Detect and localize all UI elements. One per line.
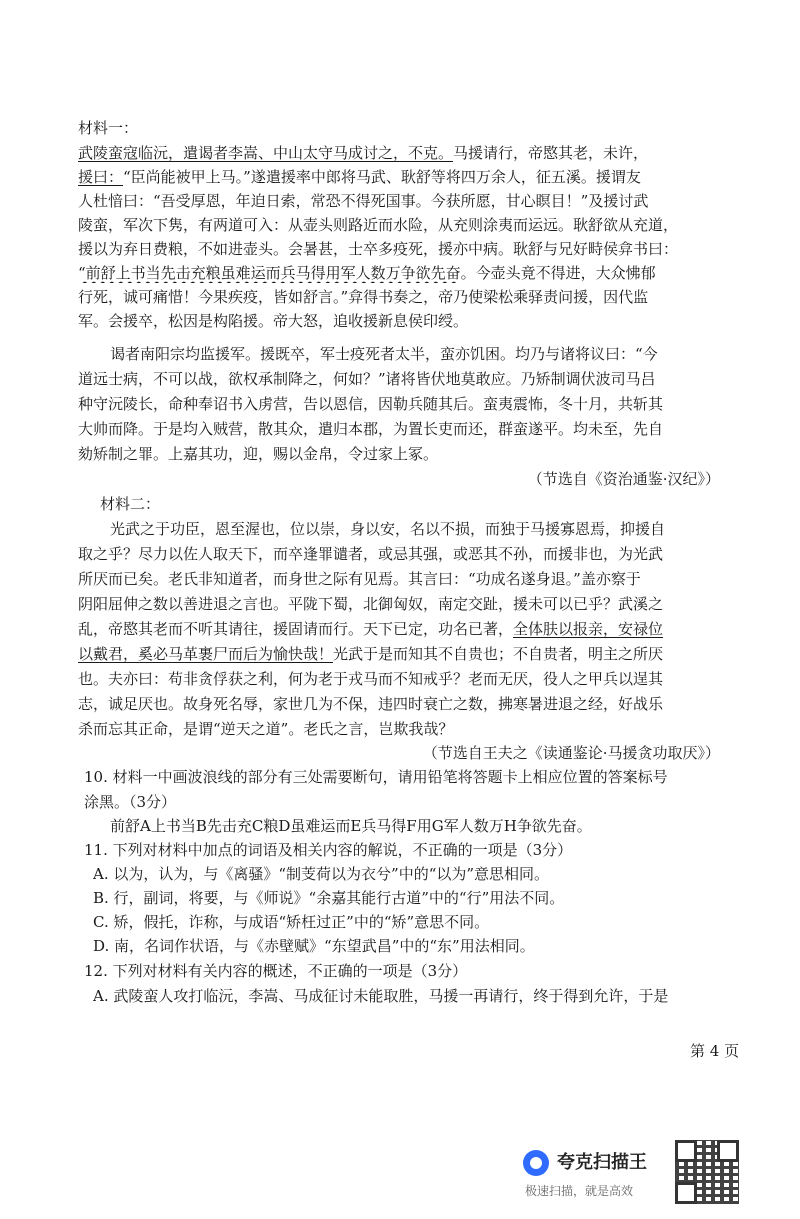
question-11-option-b: B. 行，副词，将要，与《师说》“余嘉其能行古道”中的“行”用法不同。 bbox=[93, 889, 565, 907]
question-12-stem: 12. 下列对材料有关内容的概述，不正确的一项是（3分） bbox=[84, 962, 468, 980]
question-11-option-c: C. 矫，假托，诈称，与成语“矫枉过正”中的“矫”意思不同。 bbox=[93, 913, 490, 931]
underlined-sentence-4: 以戴君，奚必马革裹尸而后为愉快哉！ bbox=[78, 645, 334, 663]
underlined-sentence-2: 援曰： bbox=[78, 168, 124, 186]
question-12-option-a: A. 武陵蛮人攻打临沅，李嵩、马成征讨未能取胜，马援一再请行，终于得到允许，于是 bbox=[93, 987, 669, 1005]
material1-line-13: 劾矫制之罪。上嘉其功，迎，赐以金帛，令过家上冢。 bbox=[78, 445, 439, 463]
material1-heading: 材料一： bbox=[78, 119, 139, 137]
material1-source: （节选自《资治通鉴·汉纪》） bbox=[527, 470, 720, 488]
material2-line-2: 取之乎？尽力以佐人取天下，而卒逢罪谴者，或忌其强，或恶其不孙，而援非也，为光武 bbox=[78, 545, 664, 563]
question-10-stem-cont: 涂黑。（3分） bbox=[84, 793, 177, 811]
material1-line-3: 人杜愔曰：“吾受厚恩，年迫日索，常恐不得死国事。今获所愿，甘心瞑目！”及援讨武 bbox=[78, 192, 649, 210]
material1-line-6: “前舒上书当先击充粮虽难运而兵马得用军人数万争欲先奋。今壶头竟不得进，大众怫郁 bbox=[78, 264, 656, 282]
material1-line-9: 谒者南阳宗均监援军。援既卒，军士疫死者太半，蛮亦饥困。均乃与诸将议曰：“今 bbox=[110, 345, 658, 363]
material2-line-3: 所厌而已矣。老氏非知道者，而身世之际有见焉。其言曰：“功成名遂身退。”盖亦察于 bbox=[78, 570, 641, 588]
material1-line-11: 种守沅陵长，命种奉诏书入虏营，告以恩信，因勒兵随其后。蛮夷震怖，冬十月，共斩其 bbox=[78, 395, 664, 413]
brand-name: 夸克扫描王 bbox=[557, 1152, 647, 1173]
page-number: 第 4 页 bbox=[690, 1042, 740, 1060]
material1-line-12: 大帅而降。于是均入贼营，散其众，遣归本郡，为置长吏而还，群蛮遂平。均未至，先自 bbox=[78, 420, 664, 438]
material2-line-6: 以戴君，奚必马革裹尸而后为愉快哉！光武于是而知其不自贵也；不自贵者，明主之所厌 bbox=[78, 645, 664, 663]
question-10-options: 前舒A上书当B先击充C粮D虽难运而E兵马得F用G军人数万H争欲先奋。 bbox=[110, 817, 592, 835]
quark-logo-icon bbox=[523, 1150, 549, 1176]
material2-source: （节选自王夫之《读通鉴论·马援贪功取厌》） bbox=[422, 744, 720, 762]
material2-heading: 材料二： bbox=[100, 495, 161, 513]
material1-line-5: 援以为弃日费粮，不如进壶头。会暑甚，士卒多疫死，援亦中病。耿舒与兄好畤侯弇书曰： bbox=[78, 240, 679, 258]
wavy-underlined-sentence: “前舒上书当先击充粮虽难运而兵马得用军人数万争欲先奋 bbox=[78, 264, 461, 282]
question-10-stem: 10. 材料一中画波浪线的部分有三处需要断句，请用铅笔将答题卡上相应位置的答案标号 bbox=[84, 768, 668, 786]
material1-line-10: 道远士病，不可以战，欲权承制降之，何如？”诸将皆伏地莫敢应。乃矫制调伏波司马吕 bbox=[78, 370, 656, 388]
material2-line-5: 乱，帝愍其老而不听其请往，援固请而行。天下已定，功名已著，全体肤以报亲，安禄位 bbox=[78, 620, 664, 638]
scanner-watermark bbox=[523, 1140, 743, 1205]
material2-line-9: 杀而忘其正命，是谓“逆天之道”。老氏之言，岂欺我哉？ bbox=[78, 720, 454, 738]
material2-line-1: 光武之于功臣，恩至渥也，位以崇，身以安，名以不损，而独于马援寡恩焉，抑援自 bbox=[110, 520, 666, 538]
question-11-option-d: D. 南，名词作状语，与《赤壁赋》“东望武昌”中的“东”用法相同。 bbox=[93, 937, 535, 955]
material1-line-8: 军。会援卒，松因是构陷援。帝大怒，追收援新息侯印绶。 bbox=[78, 312, 469, 330]
material2-line-4: 阴阳屈伸之数以善进退之言也。平陇下蜀，北御匈奴，南定交趾，援未可以已乎？武溪之 bbox=[78, 595, 664, 613]
material1-line-4: 陵蛮，军次下隽，有两道可入：从壶头则路近而水险，从充则涂夷而运远。耿舒欲从充道， bbox=[78, 216, 679, 234]
material2-line-8: 志，诚足厌也。故身死名辱，家世几为不保，违四时衰亡之数，拂寒暑进退之经，好战乐 bbox=[78, 695, 664, 713]
qr-code-icon bbox=[675, 1140, 739, 1204]
material1-line-2: 援曰：“臣尚能被甲上马。”遂遣援率中郎将马武、耿舒等将四万余人，征五溪。援谓友 bbox=[78, 168, 641, 186]
brand-slogan: 极速扫描，就是高效 bbox=[525, 1184, 634, 1198]
material2-line-7: 也。夫亦曰：苟非贪俘获之利，何为老于戎马而不知戒乎？老而无厌，役人之甲兵以逞其 bbox=[78, 670, 664, 688]
underlined-sentence-1: 武陵蛮寇临沅，遣谒者李嵩、中山太守马成讨之，不克。 bbox=[78, 144, 454, 162]
underlined-sentence-3: 全体肤以报亲，安禄位 bbox=[513, 620, 664, 638]
material1-line-7: 行死，诚可痛惜！今果疾疫，皆如舒言。”弇得书奏之，帝乃使梁松乘驿责问援，因代监 bbox=[78, 288, 649, 306]
material1-line-1: 武陵蛮寇临沅，遣谒者李嵩、中山太守马成讨之，不克。马援请行，帝愍其老，未许， bbox=[78, 144, 649, 162]
question-11-option-a: A. 以为，认为，与《离骚》“制芰荷以为衣兮”中的“以为”意思相同。 bbox=[93, 865, 550, 883]
question-11-stem: 11. 下列对材料中加点的词语及相关内容的解说，不正确的一项是（3分） bbox=[84, 841, 573, 859]
